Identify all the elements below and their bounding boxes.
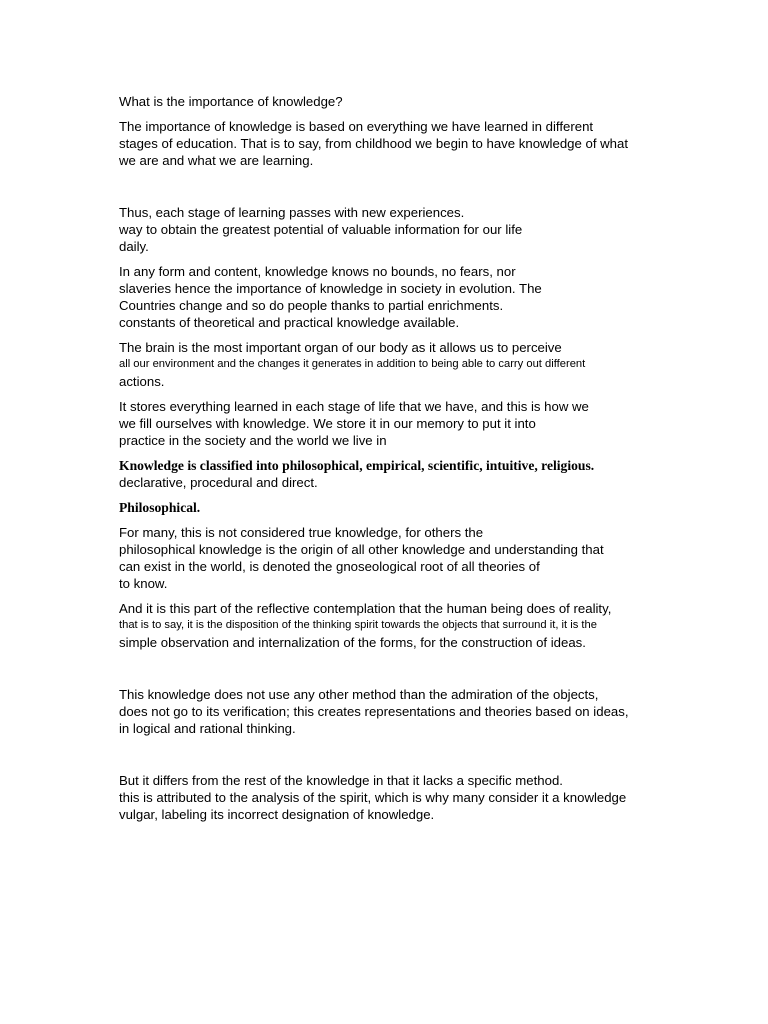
paragraph-line: to know. bbox=[119, 576, 168, 591]
paragraph-line: declarative, procedural and direct. bbox=[119, 475, 318, 490]
question-line: What is the importance of knowledge? bbox=[119, 94, 343, 109]
paragraph-line: The importance of knowledge is based on everything we have learned in different bbox=[119, 119, 594, 134]
document-body bbox=[119, 93, 679, 823]
paragraph-3 bbox=[119, 263, 679, 331]
paragraph-8 bbox=[119, 600, 679, 651]
paragraph-1 bbox=[119, 118, 679, 169]
paragraph-line: For many, this is not considered true knowledge, for others the bbox=[119, 525, 484, 540]
paragraph-5 bbox=[119, 398, 679, 449]
paragraph-line: The brain is the most important organ of our body as it allows us to perceive bbox=[119, 340, 562, 355]
section-heading: Philosophical. bbox=[119, 500, 201, 515]
paragraph-10 bbox=[119, 772, 679, 823]
paragraph-line: And it is this part of the reflective contemplation that the human being does of reality, bbox=[119, 601, 612, 616]
paragraph-line: This knowledge does not use any other method than the admiration of the objects, bbox=[119, 687, 599, 702]
paragraph-line: we fill ourselves with knowledge. We store it in our memory to put it into bbox=[119, 416, 536, 431]
paragraph-line: constants of theoretical and practical knowledge available. bbox=[119, 315, 460, 330]
paragraph-line: Thus, each stage of learning passes with new experiences. bbox=[119, 205, 465, 220]
paragraph-9 bbox=[119, 686, 679, 737]
paragraph-line: stages of education. That is to say, from childhood we begin to have knowledge of what bbox=[119, 136, 629, 151]
paragraph-line: vulgar, labeling its incorrect designation of knowledge. bbox=[119, 807, 435, 822]
paragraph-line: In any form and content, knowledge knows no bounds, no fears, nor bbox=[119, 264, 516, 279]
paragraph-line: It stores everything learned in each stage of life that we have, and this is how we bbox=[119, 399, 589, 414]
paragraph-line: in logical and rational thinking. bbox=[119, 721, 296, 736]
paragraph-7 bbox=[119, 524, 679, 592]
paragraph-line-small: that is to say, it is the disposition of the thinking spirit towards the objects that surround it, it is the bbox=[119, 619, 597, 631]
paragraph-line: daily. bbox=[119, 239, 149, 254]
paragraph-line: actions. bbox=[119, 374, 165, 389]
paragraph-2 bbox=[119, 204, 679, 255]
paragraph-line-small: all our environment and the changes it generates in addition to being able to carry out different bbox=[119, 358, 586, 370]
paragraph-line: simple observation and internalization of the forms, for the construction of ideas. bbox=[119, 635, 586, 650]
paragraph-line: way to obtain the greatest potential of valuable information for our life bbox=[119, 222, 523, 237]
paragraph-line: slaveries hence the importance of knowledge in society in evolution. The bbox=[119, 281, 542, 296]
paragraph-line: But it differs from the rest of the knowledge in that it lacks a specific method. bbox=[119, 773, 563, 788]
paragraph-4 bbox=[119, 339, 679, 390]
paragraph-line: practice in the society and the world we live in bbox=[119, 433, 387, 448]
question-heading bbox=[119, 93, 679, 110]
paragraph-6 bbox=[119, 457, 679, 491]
paragraph-line: can exist in the world, is denoted the gnoseological root of all theories of bbox=[119, 559, 540, 574]
paragraph-line: this is attributed to the analysis of the spirit, which is why many consider it a knowledge bbox=[119, 790, 627, 805]
paragraph-line: philosophical knowledge is the origin of all other knowledge and understanding that bbox=[119, 542, 604, 557]
paragraph-line: does not go to its verification; this creates representations and theories based on ideas, bbox=[119, 704, 629, 719]
paragraph-line: we are and what we are learning. bbox=[119, 153, 314, 168]
paragraph-line: Countries change and so do people thanks to partial enrichments. bbox=[119, 298, 504, 313]
classification-heading: Knowledge is classified into philosophical, empirical, scientific, intuitive, religious. bbox=[119, 458, 595, 473]
section-heading-philosophical bbox=[119, 499, 679, 516]
